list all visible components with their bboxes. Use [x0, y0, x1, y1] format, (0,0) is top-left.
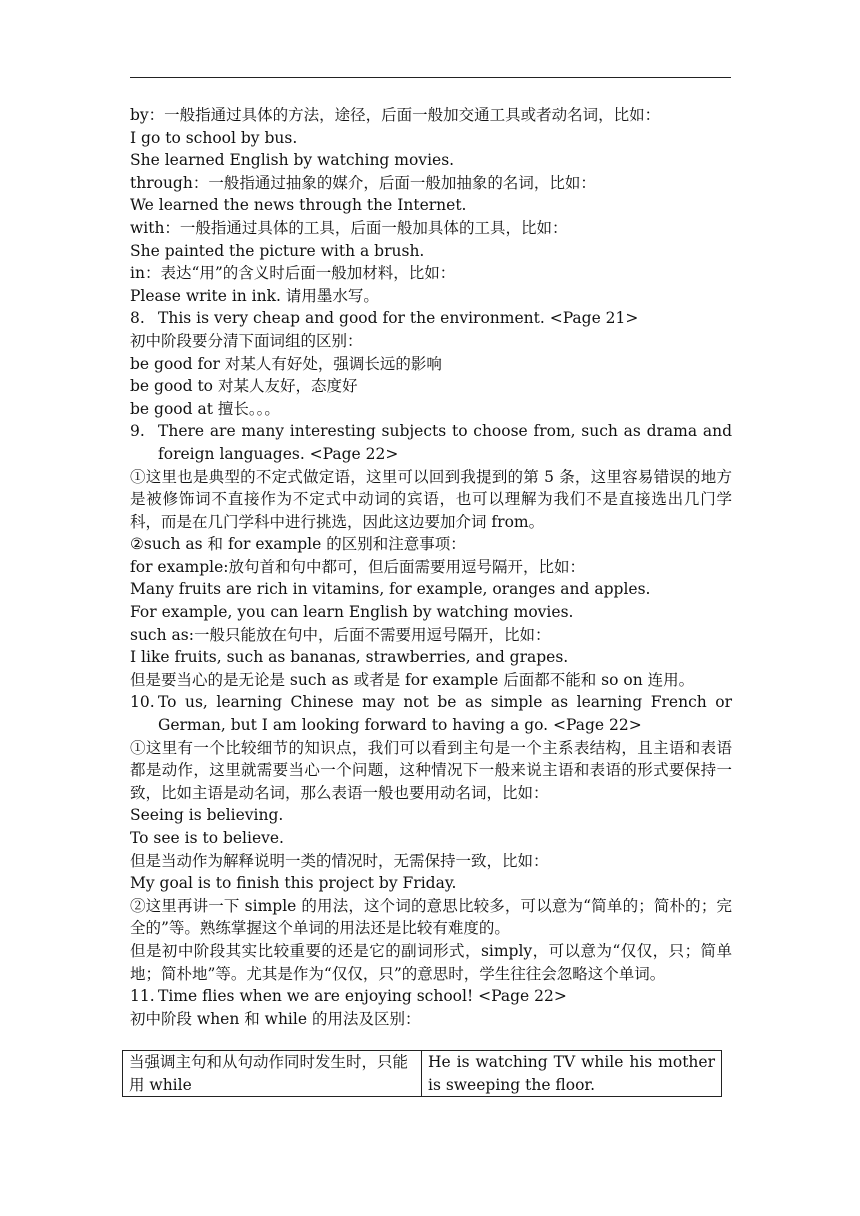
numbered-item-8 [130, 307, 732, 330]
text-line: Seeing is believing. [130, 806, 284, 825]
text-line: be good to 对某人友好，态度好 [130, 377, 358, 396]
paragraph: ①这里有一个比较细节的知识点，我们可以看到主句是一个主系表结构，且主语和表语都是动作，这里就需要当心一个问题，这种情况下一般来说主语和表语的形式要保持一致，比如主语是动名词，那么表语一般也要用动名词，比如： [130, 738, 732, 802]
table-row [123, 1051, 722, 1097]
text-line: such as:一般只能放在句中，后面不需要用逗号隔开，比如： [130, 625, 551, 644]
numbered-item-9 [130, 420, 732, 465]
text-line: I like fruits, such as bananas, strawberries, and grapes. [130, 648, 569, 667]
text-line: be good for 对某人有好处，强调长远的影响 [130, 354, 442, 373]
text-line: Please write in ink. 请用墨水写。 [130, 286, 379, 305]
text-line: 但是当动作为解释说明一类的情况时，无需保持一致，比如： [130, 851, 549, 870]
numbered-item-11 [130, 985, 732, 1008]
text-line: She painted the picture with a brush. [130, 241, 425, 260]
item-number: 8. [130, 309, 145, 328]
item-number: 10. [130, 693, 155, 712]
text-line: with：一般指通过具体的工具，后面一般加具体的工具，比如： [130, 218, 568, 237]
item-number: 9. [130, 422, 145, 441]
numbered-item-10 [130, 691, 732, 736]
text-line: She learned English by watching movies. [130, 151, 455, 170]
text-line: be good at 擅长。。。 [130, 399, 280, 418]
text-line: We learned the news through the Internet. [130, 196, 467, 215]
text-line: To see is to believe. [130, 829, 284, 847]
item-number: 11. [130, 987, 155, 1006]
header-rule [130, 77, 731, 78]
item-text: To us, learning Chinese may not be as simple as learning French or German, but I am looking forward to having a go. <Page 22> [158, 693, 732, 735]
document-body [130, 104, 732, 1030]
text-line: in：表达“用”的含义时后面一般加材料，比如： [130, 264, 456, 283]
comparison-table-wrap [122, 1050, 722, 1097]
text-line: for example:放句首和句中都可，但后面需要用逗号隔开，比如： [130, 557, 586, 576]
text-line: I go to school by bus. [130, 128, 298, 147]
paragraph: ②这里再讲一下 simple 的用法，这个词的意思比较多，可以意为“简单的；简朴的；完全的”等。熟练掌握这个单词的用法还是比较有难度的。 [130, 896, 732, 938]
text-line: Many fruits are rich in vitamins, for example, oranges and apples. [130, 580, 651, 599]
item-text: This is very cheap and good for the environment. <Page 21> [158, 309, 639, 328]
text-line: 但是要当心的是无论是 such as 或者是 for example 后面都不能和 so on 连用。 [130, 670, 695, 689]
item-text: There are many interesting subjects to choose from, such as drama and foreign languages. <Page 22> [158, 422, 732, 463]
paragraph: ①这里也是典型的不定式做定语，这里可以回到我提到的第 5 条，这里容易错误的地方是被修饰词不直接作为不定式中动词的宾语，也可以理解为我们不是直接选出几门学科，而是在几门学科中进行挑选，因此这边要加介词 from。 [130, 467, 732, 531]
table-cell-rule: 当强调主句和从句动作同时发生时，只能用 while [123, 1051, 422, 1097]
text-line: For example, you can learn English by watching movies. [130, 603, 574, 622]
text-line: by：一般指通过具体的方法，途径，后面一般加交通工具或者动名词，比如： [130, 106, 661, 124]
table-cell-example: He is watching TV while his mother is sweeping the floor. [422, 1051, 722, 1097]
text-line: 初中阶段 when 和 while 的用法及区别： [130, 1009, 421, 1028]
text-line: 初中阶段要分清下面词组的区别： [130, 331, 363, 350]
paragraph: 但是初中阶段其实比较重要的还是它的副词形式，simply，可以意为“仅仅，只；简单地；简朴地”等。尤其是作为“仅仅，只”的意思时，学生往往会忽略这个单词。 [130, 941, 732, 983]
text-line: through：一般指通过抽象的媒介，后面一般加抽象的名词，比如： [130, 173, 596, 192]
item-text: Time flies when we are enjoying school! <Page 22> [158, 987, 567, 1006]
comparison-table [122, 1050, 722, 1097]
text-line: ②such as 和 for example 的区别和注意事项： [130, 535, 466, 554]
text-line: My goal is to finish this project by Friday. [130, 874, 457, 893]
